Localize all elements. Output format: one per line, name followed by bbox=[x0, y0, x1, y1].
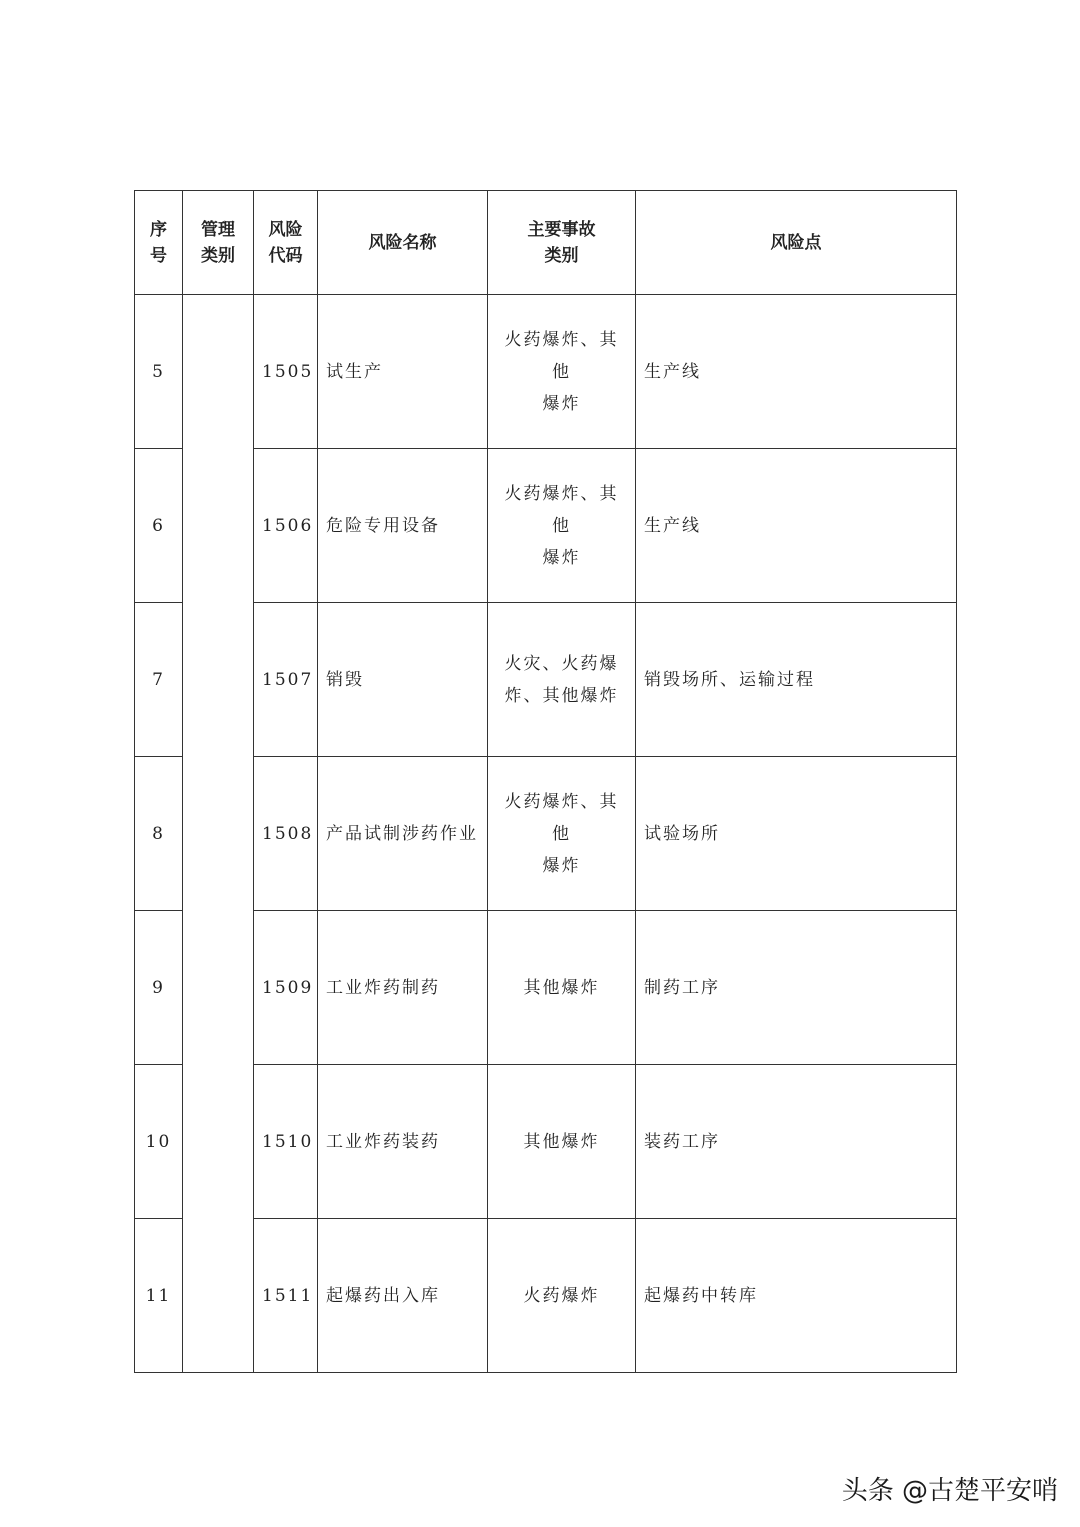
row-risk-name: 工业炸药制药 bbox=[318, 911, 488, 1065]
table-row bbox=[135, 449, 957, 603]
row-risk-code: 1507 bbox=[254, 603, 318, 757]
row-accident-type: 火药爆炸、其他 爆炸 bbox=[488, 295, 636, 449]
row-serial-number: 5 bbox=[135, 295, 183, 449]
row-serial-number: 6 bbox=[135, 449, 183, 603]
table-row bbox=[135, 295, 957, 449]
row-serial-number: 10 bbox=[135, 1065, 183, 1219]
row-risk-code: 1506 bbox=[254, 449, 318, 603]
row-risk-point: 起爆药中转库 bbox=[636, 1219, 957, 1373]
row-risk-code: 1510 bbox=[254, 1065, 318, 1219]
table-header-row bbox=[135, 191, 957, 295]
row-accident-type: 其他爆炸 bbox=[488, 911, 636, 1065]
row-risk-point: 装药工序 bbox=[636, 1065, 957, 1219]
table-row bbox=[135, 1065, 957, 1219]
header-accident-type: 主要事故 类别 bbox=[488, 191, 636, 295]
row-serial-number: 8 bbox=[135, 757, 183, 911]
row-accident-type: 火灾、火药爆 炸、其他爆炸 bbox=[488, 603, 636, 757]
row-risk-point: 生产线 bbox=[636, 449, 957, 603]
risk-table bbox=[134, 190, 957, 1373]
row-risk-point: 生产线 bbox=[636, 295, 957, 449]
row-risk-point: 制药工序 bbox=[636, 911, 957, 1065]
row-serial-number: 9 bbox=[135, 911, 183, 1065]
table-row bbox=[135, 1219, 957, 1373]
header-risk-code: 风险 代码 bbox=[254, 191, 318, 295]
row-risk-name: 销毁 bbox=[318, 603, 488, 757]
row-risk-name: 工业炸药装药 bbox=[318, 1065, 488, 1219]
row-risk-code: 1511 bbox=[254, 1219, 318, 1373]
source-watermark: 头条 @古楚平安哨 bbox=[841, 1476, 1058, 1506]
row-risk-name: 危险专用设备 bbox=[318, 449, 488, 603]
row-accident-type: 火药爆炸 bbox=[488, 1219, 636, 1373]
header-management-category: 管理 类别 bbox=[183, 191, 254, 295]
row-risk-code: 1508 bbox=[254, 757, 318, 911]
row-risk-name: 试生产 bbox=[318, 295, 488, 449]
row-risk-code: 1505 bbox=[254, 295, 318, 449]
header-serial-number: 序 号 bbox=[135, 191, 183, 295]
header-risk-name: 风险名称 bbox=[318, 191, 488, 295]
table-row bbox=[135, 603, 957, 757]
table-row bbox=[135, 911, 957, 1065]
header-risk-point: 风险点 bbox=[636, 191, 957, 295]
row-accident-type: 火药爆炸、其他 爆炸 bbox=[488, 449, 636, 603]
row-accident-type: 其他爆炸 bbox=[488, 1065, 636, 1219]
row-accident-type: 火药爆炸、其他 爆炸 bbox=[488, 757, 636, 911]
row-serial-number: 11 bbox=[135, 1219, 183, 1373]
table-row bbox=[135, 757, 957, 911]
row-risk-name: 起爆药出入库 bbox=[318, 1219, 488, 1373]
table-body bbox=[135, 295, 957, 1373]
row-serial-number: 7 bbox=[135, 603, 183, 757]
management-category-cell bbox=[183, 295, 254, 1373]
row-risk-point: 销毁场所、运输过程 bbox=[636, 603, 957, 757]
row-risk-code: 1509 bbox=[254, 911, 318, 1065]
row-risk-point: 试验场所 bbox=[636, 757, 957, 911]
row-risk-name: 产品试制涉药作业 bbox=[318, 757, 488, 911]
